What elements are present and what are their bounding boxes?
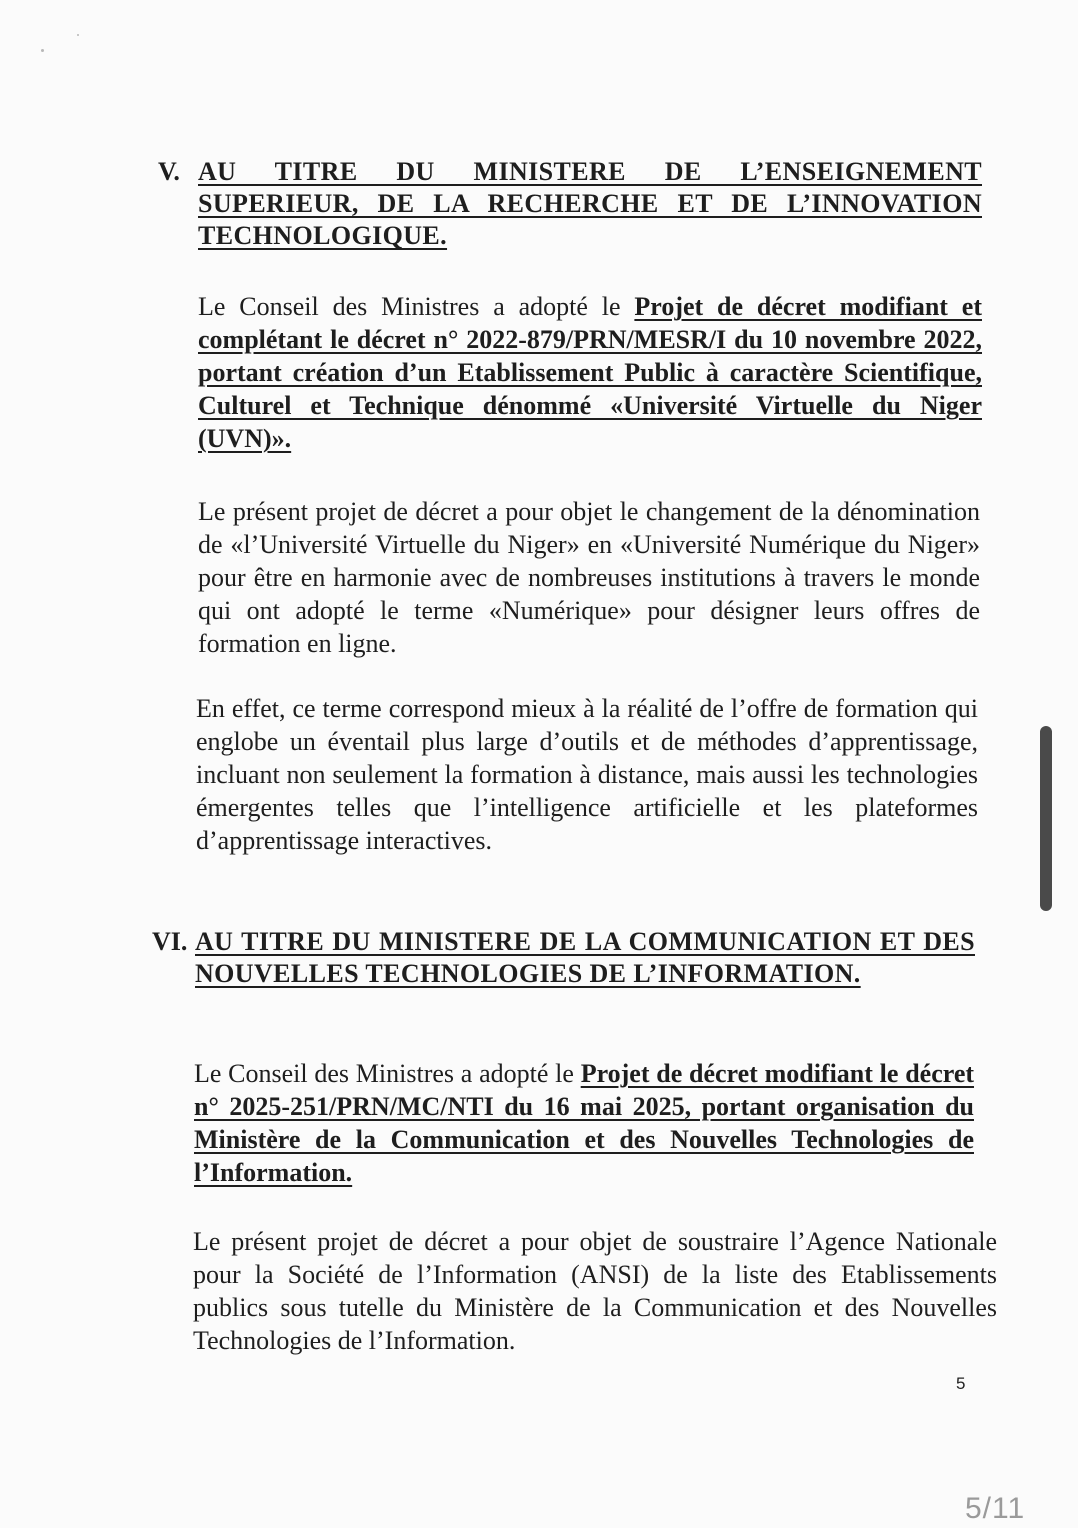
section-vi-number: VI.: [152, 927, 188, 956]
section-vi-decree-title: Projet de décret modifiant le décret n° 2025-251/PRN/MC/NTI du 16 mai 2025, portant organisation du Ministère de la Communication et des Nouvelles Technologies de l’Information.: [194, 1059, 975, 1187]
page-number: 5: [956, 1374, 966, 1393]
section-vi-paragraph-1: Le présent projet de décret a pour objet de soustraire l’Agence Nationale pour la Société de l’Information (ANSI) de la liste des Etablissements publics sous tutelle du Ministère de la Communication et des Nouvelles Technologies de l’Information.: [193, 1227, 997, 1355]
scrollbar-thumb[interactable]: [1040, 726, 1052, 911]
section-v-decision-intro: Le Conseil des Ministres a adopté le: [198, 292, 635, 321]
viewer-page-indicator: 5/11: [965, 1492, 1026, 1525]
section-vi-decision-intro: Le Conseil des Ministres a adopté le: [194, 1059, 581, 1088]
scan-speck: [77, 34, 79, 36]
section-vi-title: AU TITRE DU MINISTERE DE LA COMMUNICATION ET DES NOUVELLES TECHNOLOGIES DE L’INFORMATION.: [195, 927, 975, 988]
section-v-decision: [198, 290, 982, 455]
section-v-paragraph-1: Le présent projet de décret a pour objet le changement de la dénomination de «l’Université Virtuelle du Niger» en «Université Numérique du Niger» pour être en harmonie avec de nombreuses institutions à travers le monde qui ont adopté le terme «Numérique» pour désigner leurs offres de formation en ligne.: [198, 497, 980, 658]
section-v-paragraph-2: En effet, ce terme correspond mieux à la réalité de l’offre de formation qui englobe un éventail plus large d’outils et de méthodes d’apprentissage, incluant non seulement la formation à distance, mais aussi les technologies émergentes telles que l’intelligence artificielle et les plateformes d’apprentissage interactives.: [196, 694, 978, 855]
section-vi-decision: [194, 1057, 974, 1189]
section-v-title: AU TITRE DU MINISTERE DE L’ENSEIGNEMENT SUPERIEUR, DE LA RECHERCHE ET DE L’INNOVATION TECHNOLOGIQUE.: [198, 157, 982, 250]
section-v-decree-title: Projet de décret modifiant et complétant le décret n° 2022-879/PRN/MESR/I du 10 novembre 2022, portant création d’un Etablissement Public à caractère Scientifique, Culturel et Technique dénommé «Université Virtuelle du Niger (UVN)».: [198, 292, 982, 453]
section-v-number: V.: [158, 157, 180, 186]
scan-speck: [41, 49, 44, 52]
